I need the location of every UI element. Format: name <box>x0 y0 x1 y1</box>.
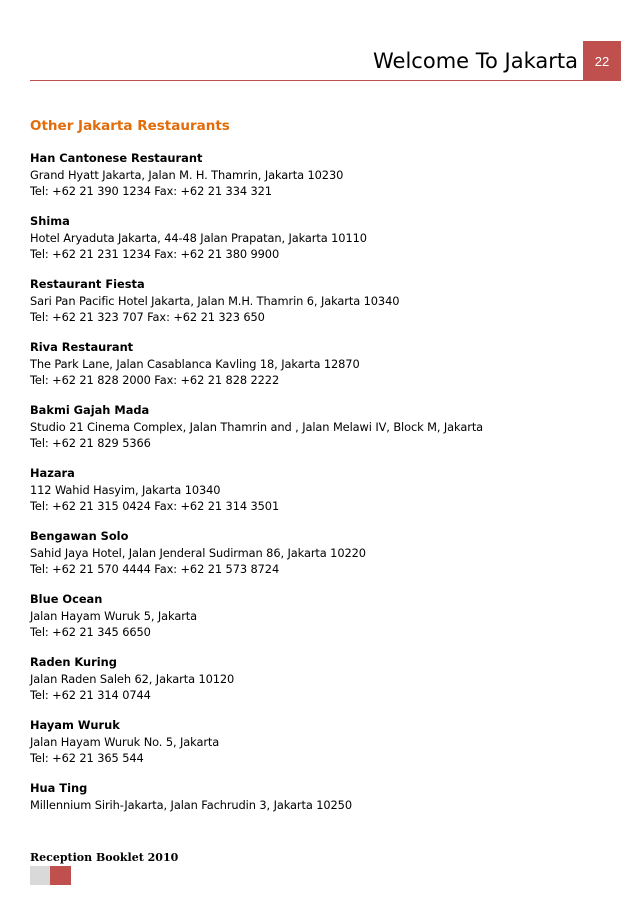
footer-decor-red <box>50 866 71 885</box>
page-title: Welcome To Jakarta <box>373 49 578 73</box>
restaurant-address: 112 Wahid Hasyim, Jakarta 10340 <box>30 482 221 497</box>
restaurant-entry <box>30 780 610 843</box>
header-divider <box>30 80 583 81</box>
restaurant-contact: Tel: +62 21 314 0744 <box>30 688 151 702</box>
page-number-badge: 22 <box>583 41 621 81</box>
restaurant-contact: Tel: +62 21 828 2000 Fax: +62 21 828 2222 <box>30 373 280 387</box>
restaurant-entry <box>30 654 610 717</box>
restaurant-contact: Tel: +62 21 345 6650 <box>30 625 151 639</box>
restaurant-address: Jalan Hayam Wuruk No. 5, Jakarta <box>30 734 220 749</box>
section-heading: Other Jakarta Restaurants <box>30 118 230 134</box>
restaurant-name: Hayam Wuruk <box>30 718 120 732</box>
restaurant-entry <box>30 465 610 528</box>
restaurant-address: Sahid Jaya Hotel, Jalan Jenderal Sudirman 86, Jakarta 10220 <box>30 545 366 560</box>
restaurant-entry <box>30 339 610 402</box>
restaurant-name: Shima <box>30 214 70 228</box>
restaurant-name: Bengawan Solo <box>30 529 129 543</box>
restaurant-address: Studio 21 Cinema Complex, Jalan Thamrin and , Jalan Melawi IV, Block M, Jakarta <box>30 419 484 434</box>
footer-decor-gray <box>30 866 50 885</box>
restaurant-address: The Park Lane, Jalan Casablanca Kavling 18, Jakarta 12870 <box>30 356 360 371</box>
restaurant-name: Bakmi Gajah Mada <box>30 403 150 417</box>
restaurant-entry <box>30 528 610 591</box>
restaurant-contact: Tel: +62 21 390 1234 Fax: +62 21 334 321 <box>30 184 272 198</box>
restaurant-name: Riva Restaurant <box>30 340 134 354</box>
restaurant-name: Blue Ocean <box>30 592 103 606</box>
restaurant-address: Sari Pan Pacific Hotel Jakarta, Jalan M.H. Thamrin 6, Jakarta 10340 <box>30 293 400 308</box>
restaurant-entry <box>30 150 610 213</box>
restaurant-address: Millennium Sirih-Jakarta, Jalan Fachrudin 3, Jakarta 10250 <box>30 797 352 812</box>
restaurant-entry <box>30 213 610 276</box>
restaurant-address: Jalan Raden Saleh 62, Jakarta 10120 <box>30 671 235 686</box>
restaurant-address: Grand Hyatt Jakarta, Jalan M. H. Thamrin, Jakarta 10230 <box>30 167 344 182</box>
restaurant-contact: Tel: +62 21 315 0424 Fax: +62 21 314 3501 <box>30 499 280 513</box>
restaurant-name: Hua Ting <box>30 781 88 795</box>
footer-text: Reception Booklet 2010 <box>30 851 179 864</box>
restaurant-address: Jalan Hayam Wuruk 5, Jakarta <box>30 608 198 623</box>
restaurant-name: Restaurant Fiesta <box>30 277 145 291</box>
restaurant-name: Raden Kuring <box>30 655 117 669</box>
restaurant-contact: Tel: +62 21 570 4444 Fax: +62 21 573 8724 <box>30 562 280 576</box>
restaurant-entry <box>30 717 610 780</box>
restaurant-entry <box>30 276 610 339</box>
restaurant-list <box>30 150 610 843</box>
restaurant-contact: Tel: +62 21 231 1234 Fax: +62 21 380 9900 <box>30 247 280 261</box>
restaurant-contact: Tel: +62 21 323 707 Fax: +62 21 323 650 <box>30 310 265 324</box>
restaurant-name: Han Cantonese Restaurant <box>30 151 203 165</box>
restaurant-contact: Tel: +62 21 365 544 <box>30 751 144 765</box>
restaurant-entry <box>30 402 610 465</box>
restaurant-entry <box>30 591 610 654</box>
restaurant-address: Hotel Aryaduta Jakarta, 44-48 Jalan Prapatan, Jakarta 10110 <box>30 230 367 245</box>
restaurant-name: Hazara <box>30 466 75 480</box>
restaurant-contact: Tel: +62 21 829 5366 <box>30 436 151 450</box>
